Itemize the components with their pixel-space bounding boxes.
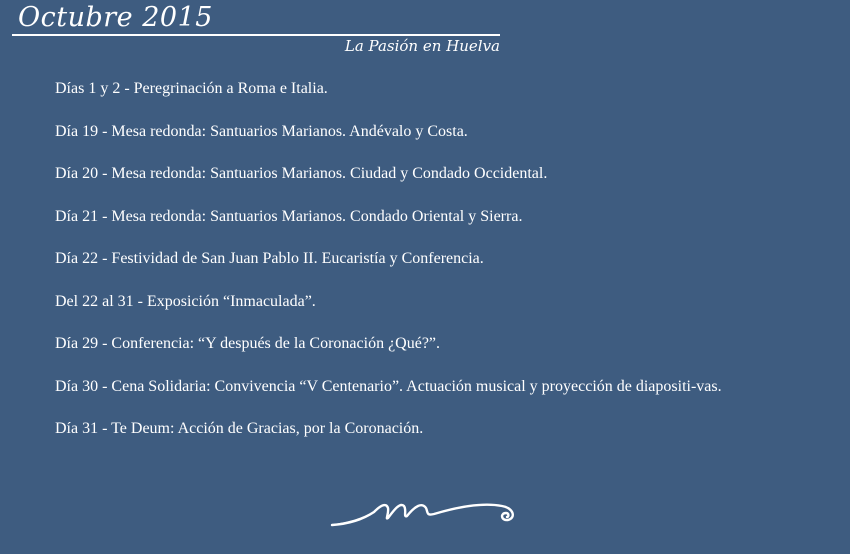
event-item: Día 29 - Conferencia: “Y después de la Coronación ¿Qué?”. — [55, 335, 441, 352]
event-item: Del 22 al 31 - Exposición “Inmaculada”. — [55, 292, 316, 310]
event-item: Día 22 - Festividad de San Juan Pablo II. Eucaristía y Conferencia. — [55, 250, 484, 267]
page-title: Octubre 2015 — [18, 2, 213, 33]
event-item: Día 19 - Mesa redonda: Santuarios Marianos. Andévalo y Costa. — [55, 122, 468, 140]
flourish-ornament-icon — [330, 494, 520, 530]
event-item: Día 31 - Te Deum: Acción de Gracias, por la Coronación. — [55, 420, 424, 437]
event-item: Día 30 - Cena Solidaria: Convivencia “V Centenario”. Actuación musical y proyección de diapositi-vas. — [55, 377, 722, 395]
page-subtitle: La Pasión en Huelva — [344, 37, 500, 55]
event-item: Días 1 y 2 - Peregrinación a Roma e Italia. — [55, 80, 328, 97]
event-item: Día 20 - Mesa redonda: Santuarios Marianos. Ciudad y Condado Occidental. — [55, 165, 548, 182]
event-list — [55, 79, 815, 462]
title-underline — [12, 34, 500, 36]
event-item: Día 21 - Mesa redonda: Santuarios Marianos. Condado Oriental y Sierra. — [55, 207, 523, 225]
